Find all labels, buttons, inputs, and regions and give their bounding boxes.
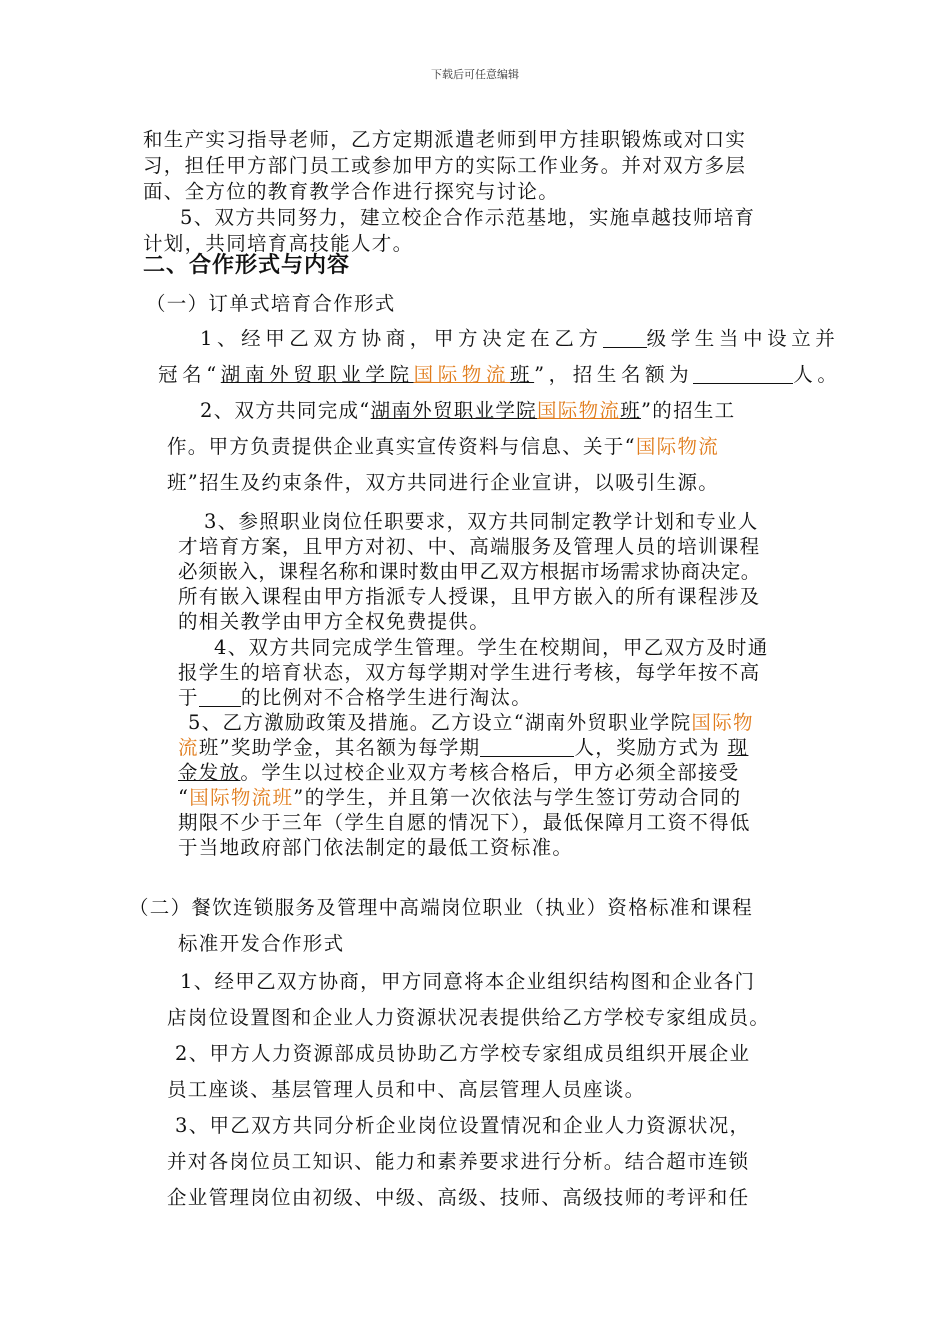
paragraph-line: 1、经甲乙双方协商，甲方同意将本企业组织结构图和企业各门 xyxy=(180,970,756,993)
paragraph-line: 报学生的培育状态，双方每学期对学生进行考核，每学年按不高 xyxy=(178,661,761,684)
paragraph-line: 3、甲乙双方共同分析企业岗位设置情况和企业人力资源状况， xyxy=(175,1114,751,1137)
fill-blank xyxy=(480,737,574,758)
subsection-heading: （二）餐饮连锁服务及管理中高端岗位职业（执业）资格标准和课程 xyxy=(129,896,754,919)
item-1-line-1: 1、经甲乙双方协商，甲方决定在乙方 级学生当中设立并 xyxy=(200,327,840,350)
item-2-line-2: 作。甲方负责提供企业真实宣传资料与信息、关于“国际物流 xyxy=(167,435,720,458)
paragraph-line: 习，担任甲方部门员工或参加甲方的实际工作业务。并对双方多层 xyxy=(143,154,747,177)
item-2-line-1: 2、双方共同完成“湖南外贸职业学院国际物流班”的招生工 xyxy=(200,399,736,422)
fill-blank xyxy=(693,364,793,385)
paragraph-line: 的相关教学由甲方全权免费提供。 xyxy=(178,610,491,633)
item-5-line-3: 金发放。学生以过校企业双方考核合格后，甲方必须全部接受 xyxy=(178,761,740,784)
item-4-line-3: 于 的比例对不合格学生进行淘汰。 xyxy=(178,686,533,709)
item-5-line-2: 流班”奖助学金，其名额为每学期 人，奖励方式为 现 xyxy=(178,736,749,759)
item-5-line-4: “国际物流班”的学生，并且第一次依法与学生签订劳动合同的 xyxy=(178,786,742,809)
paragraph-line: 所有嵌入课程由甲方指派专人授课，且甲方嵌入的所有课程涉及 xyxy=(178,585,761,608)
paragraph-line: 和生产实习指导老师，乙方定期派遣老师到甲方挂职锻炼或对口实 xyxy=(143,128,747,151)
paragraph-line: 必须嵌入，课程名称和课时数由甲乙双方根据市场需求协商决定。 xyxy=(178,560,761,583)
item-5-line-1: 5、乙方激励政策及措施。乙方设立“湖南外贸职业学院国际物 xyxy=(188,711,754,734)
paragraph-line: 并对各岗位员工知识、能力和素养要求进行分析。结合超市连锁 xyxy=(167,1150,750,1173)
paragraph-line: 计划，共同培育高技能人才。 xyxy=(143,232,414,255)
paragraph-line: 4、双方共同完成学生管理。学生在校期间，甲乙双方及时通 xyxy=(214,636,769,659)
paragraph-line: 于当地政府部门依法制定的最低工资标准。 xyxy=(178,836,574,859)
paragraph-line: 员工座谈、基层管理人员和中、高层管理人员座谈。 xyxy=(167,1078,646,1101)
paragraph-line: 企业管理岗位由初级、中级、高级、技师、高级技师的考评和任 xyxy=(167,1186,750,1209)
paragraph-line: 期限不少于三年（学生自愿的情况下），最低保障月工资不得低 xyxy=(178,811,751,834)
subsection-heading: 标准开发合作形式 xyxy=(178,932,345,955)
fill-blank xyxy=(603,328,647,349)
page-header-watermark: 下载后可任意编辑 xyxy=(431,68,519,81)
item-2-line-3: 班”招生及约束条件，双方共同进行企业宣讲，以吸引生源。 xyxy=(167,471,720,494)
fill-blank xyxy=(199,687,241,708)
paragraph-line: 面、全方位的教育教学合作进行探究与讨论。 xyxy=(143,180,560,203)
paragraph-line: 店岗位设置图和企业人力资源状况表提供给乙方学校专家组成员。 xyxy=(167,1006,771,1029)
paragraph-line: 2、甲方人力资源部成员协助乙方学校专家组成员组织开展企业 xyxy=(175,1042,751,1065)
section-heading: 二、合作形式与内容 xyxy=(143,253,351,278)
item-1-line-2: 冠名“湖南外贸职业学院国际物流班”，招生名额为 人。 xyxy=(158,363,842,386)
paragraph-line: 5、双方共同努力，建立校企合作示范基地，实施卓越技师培育 xyxy=(180,206,756,229)
paragraph-line: 才培育方案，且甲方对初、中、高端服务及管理人员的培训课程 xyxy=(178,535,761,558)
paragraph-line: 3、参照职业岗位任职要求，双方共同制定教学计划和专业人 xyxy=(204,510,759,533)
subsection-heading: （一）订单式培育合作形式 xyxy=(146,292,396,315)
